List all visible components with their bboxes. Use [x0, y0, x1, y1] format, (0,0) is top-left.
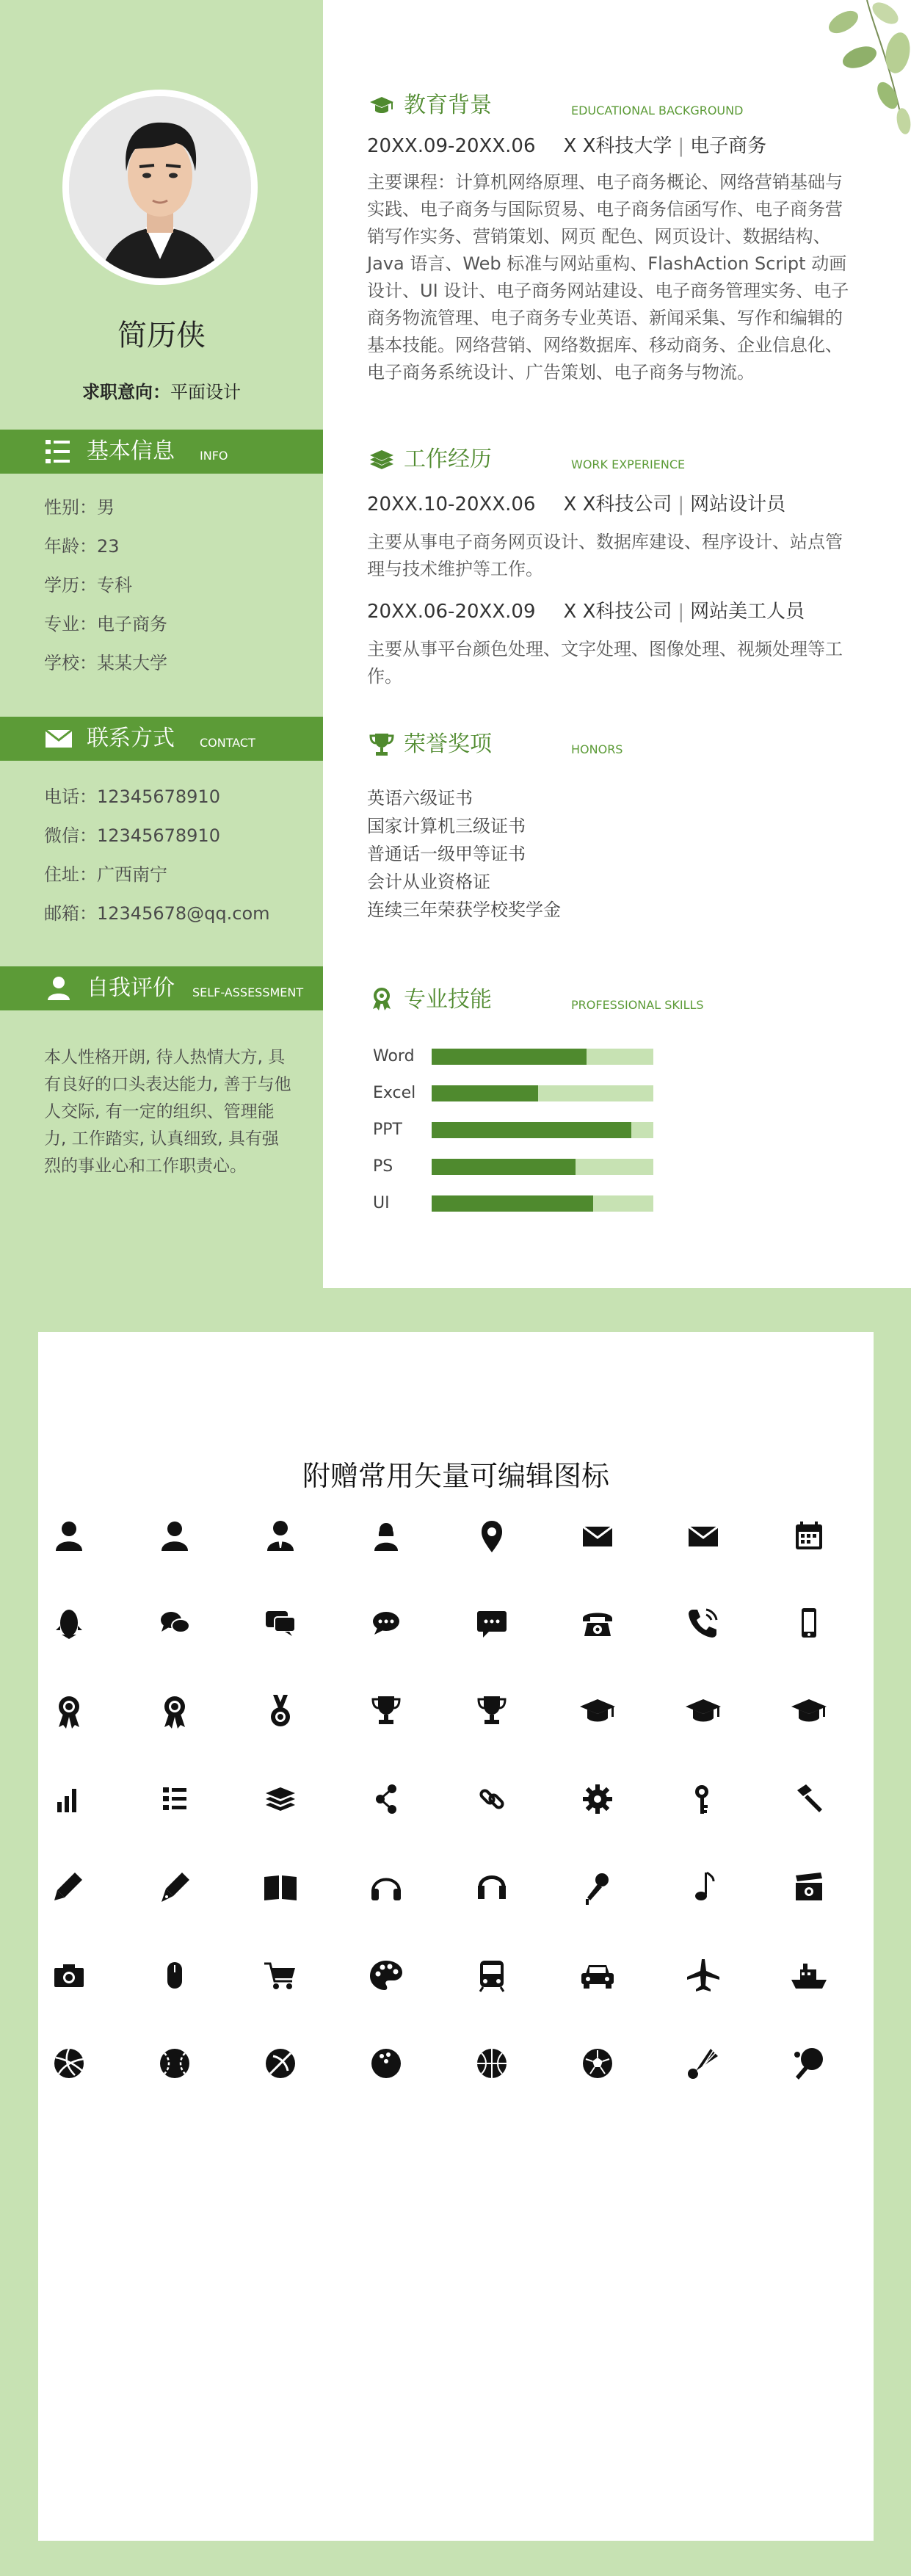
basic-info-title: 基本信息 — [87, 438, 175, 464]
skill-bar-track — [432, 1195, 653, 1212]
bowling-ball-icon — [364, 2041, 408, 2085]
honor-item: 连续三年荣获学校奖学金 — [367, 900, 561, 920]
leaf-decoration-icon — [816, 0, 911, 140]
map-pin-icon — [470, 1514, 514, 1558]
award-rosette-icon — [47, 1689, 91, 1733]
trophy-icon — [369, 731, 395, 758]
info-value: 专科 — [97, 575, 132, 596]
contact-label: 微信： — [44, 825, 97, 846]
contact-wechat — [44, 825, 220, 847]
skill-bar-track — [432, 1159, 653, 1175]
key-icon — [681, 1777, 725, 1821]
education-major: 电子商务 — [690, 135, 767, 157]
airplane-icon — [681, 1953, 725, 1997]
user-icon — [44, 975, 73, 1002]
info-gender — [44, 496, 115, 518]
list-icon — [153, 1777, 197, 1821]
skill-bar-fill — [432, 1049, 587, 1065]
soccer-ball-icon — [576, 2041, 620, 2085]
graduation-cap-icon — [681, 1689, 725, 1733]
skills-en: PROFESSIONAL SKILLS — [571, 998, 704, 1012]
info-label: 学历： — [44, 575, 97, 596]
education-school: X X科技大学 — [563, 135, 672, 157]
sidebar — [0, 0, 323, 1288]
rugby-ball-icon — [258, 2041, 302, 2085]
basic-info-header — [0, 430, 323, 474]
info-education — [44, 574, 132, 596]
qq-penguin-icon — [47, 1601, 91, 1645]
mouse-icon — [153, 1953, 197, 1997]
skill-bar-fill — [432, 1195, 593, 1212]
camera-icon — [47, 1953, 91, 1997]
calendar-icon — [787, 1514, 831, 1558]
work-entry-1: 20XX.10-20XX.06 X X科技公司 | 网站设计员 — [367, 493, 786, 515]
bar-chart-icon — [47, 1777, 91, 1821]
headset-icon — [470, 1865, 514, 1909]
graduation-cap-icon — [369, 93, 395, 119]
honor-item: 国家计算机三级证书 — [367, 816, 526, 836]
avatar-frame — [62, 90, 258, 285]
graduation-cap-icon — [787, 1689, 831, 1733]
phone-call-icon — [681, 1601, 725, 1645]
pencil-icon — [47, 1865, 91, 1909]
chat-bubbles-icon — [153, 1601, 197, 1645]
basic-info-en: INFO — [200, 449, 228, 463]
trophy-icon — [364, 1689, 408, 1733]
honors-en: HONORS — [571, 742, 623, 756]
chat-dots-square-icon — [470, 1601, 514, 1645]
work-period: 20XX.10-20XX.06 — [367, 493, 536, 515]
self-assessment-en: SELF-ASSESSMENT — [192, 985, 304, 999]
info-label: 学校： — [44, 653, 97, 673]
work-role: 网站设计员 — [690, 493, 786, 515]
palette-icon — [364, 1953, 408, 1997]
work-en: WORK EXPERIENCE — [571, 457, 686, 471]
contact-value: 12345678@qq.com — [97, 903, 270, 924]
self-assessment-text: 本人性格开朗, 待人热情大方, 具有良好的口头表达能力, 善于与他人交际, 有一定的组织、管理能力, 工作踏实, 认真细致, 具有强烈的事业心和工作职责心。 — [44, 1048, 291, 1176]
skill-bar-track — [432, 1049, 653, 1065]
contact-email — [44, 902, 270, 925]
car-icon — [576, 1953, 620, 1997]
skills-header — [369, 984, 809, 1016]
contact-label: 邮箱： — [44, 903, 97, 924]
skill-label: PS — [373, 1157, 393, 1176]
contact-address — [44, 864, 167, 886]
pen-icon — [153, 1865, 197, 1909]
honor-item: 英语六级证书 — [367, 788, 473, 808]
train-icon — [470, 1953, 514, 1997]
skill-bar-fill — [432, 1159, 576, 1175]
info-age — [44, 535, 120, 557]
icon-card — [38, 1332, 874, 2541]
gear-icon — [576, 1777, 620, 1821]
volleyball-icon — [47, 2041, 91, 2085]
contact-title: 联系方式 — [87, 726, 175, 751]
work-company: X X科技公司 — [563, 601, 672, 623]
ping-pong-icon — [787, 2041, 831, 2085]
old-phone-icon — [576, 1601, 620, 1645]
info-label: 专业： — [44, 614, 97, 634]
baseball-icon — [153, 2041, 197, 2085]
info-school — [44, 652, 167, 674]
info-value: 男 — [97, 497, 115, 518]
job-intention-label: 求职意向： — [82, 382, 170, 402]
work-entry-2: 20XX.06-20XX.09 X X科技公司 | 网站美工人员 — [367, 601, 805, 623]
graduation-cap-icon — [576, 1689, 620, 1733]
award-rosette-icon — [153, 1689, 197, 1733]
shopping-cart-icon — [258, 1953, 302, 1997]
headphones-icon — [364, 1865, 408, 1909]
education-header — [369, 90, 809, 122]
mobile-phone-icon — [787, 1601, 831, 1645]
share-icon — [364, 1777, 408, 1821]
education-title: 教育背景 — [404, 93, 492, 118]
skills-title: 专业技能 — [404, 987, 492, 1013]
basketball-icon — [470, 2041, 514, 2085]
layers-icon — [258, 1777, 302, 1821]
education-period: 20XX.09-20XX.06 — [367, 135, 536, 157]
user-icon — [47, 1514, 91, 1558]
envelope-icon — [44, 726, 73, 752]
envelope-icon — [681, 1514, 725, 1558]
contact-en: CONTACT — [200, 736, 255, 750]
skill-row — [373, 1156, 681, 1178]
chat-square-icon — [258, 1601, 302, 1645]
music-note-icon — [681, 1865, 725, 1909]
skill-row — [373, 1193, 681, 1215]
info-value: 某某大学 — [97, 653, 167, 673]
hammer-icon — [787, 1777, 831, 1821]
skill-bar-fill — [432, 1085, 538, 1101]
main-content — [323, 0, 911, 1288]
icon-page-title: 附赠常用矢量可编辑图标 — [302, 1460, 609, 1492]
list-icon — [44, 438, 73, 465]
self-assessment-header — [0, 966, 323, 1010]
honors-title: 荣誉奖项 — [404, 731, 492, 757]
info-label: 年龄： — [44, 536, 97, 557]
icon-page — [0, 1288, 911, 2576]
contact-phone — [44, 786, 220, 808]
education-en: EDUCATIONAL BACKGROUND — [571, 104, 744, 117]
education-courses: 主要课程：计算机网络原理、电子商务概论、网络营销基础与实践、电子商务与国际贸易、电子商务信函写作、电子商务营销写作实务、营销策划、网页 配色、网页设计、数据结构、Java 语言、Web 标准与网站重构、FlashAction Script 动画设计、UI 设计、电子商务网站建设、电子商务管理实务、电子商务物流管理、电子商务专业英语、新闻采集、写作和编辑的基本技能。网络营销、网络数据库、移动商务、企业信息化、电子商务系统设计、广告策划、电子商务与物流。 — [367, 172, 849, 383]
skill-label: PPT — [373, 1121, 402, 1139]
user-female-icon — [364, 1514, 408, 1558]
job-intention — [0, 377, 323, 403]
ship-icon — [787, 1953, 831, 1997]
contact-label: 电话： — [44, 786, 97, 807]
link-icon — [470, 1777, 514, 1821]
skill-row — [373, 1082, 681, 1104]
chat-dots-icon — [364, 1601, 408, 1645]
contact-header — [0, 717, 323, 761]
envelope-icon — [576, 1514, 620, 1558]
work-title: 工作经历 — [404, 446, 492, 472]
info-value: 23 — [97, 536, 120, 557]
work-company: X X科技公司 — [563, 493, 672, 515]
contact-value: 12345678910 — [97, 786, 220, 807]
skill-label: Excel — [373, 1084, 416, 1102]
education-entry: 20XX.09-20XX.06 X X科技大学 | 电子商务 — [367, 135, 767, 157]
contact-value: 广西南宁 — [97, 864, 167, 885]
work-header — [369, 444, 809, 476]
self-assessment-title: 自我评价 — [87, 975, 175, 1001]
info-major — [44, 613, 167, 635]
book-icon — [258, 1865, 302, 1909]
skill-label: Word — [373, 1047, 415, 1066]
honor-item: 会计从业资格证 — [367, 872, 490, 892]
trophy-icon — [470, 1689, 514, 1733]
work-desc-1: 主要从事电子商务网页设计、数据库建设、程序设计、站点管理与技术维护等工作。 — [367, 532, 843, 579]
user-icon — [153, 1514, 197, 1558]
layers-icon — [369, 446, 395, 473]
contact-value: 12345678910 — [97, 825, 220, 846]
skill-bar-fill — [432, 1122, 631, 1138]
skill-bar-track — [432, 1085, 653, 1101]
skill-label: UI — [373, 1194, 390, 1212]
candidate-name: 简历侠 — [117, 319, 206, 352]
skill-row — [373, 1119, 681, 1141]
clapperboard-icon — [787, 1865, 831, 1909]
work-role: 网站美工人员 — [690, 601, 805, 623]
info-value: 电子商务 — [97, 614, 167, 634]
medal-icon — [258, 1689, 302, 1733]
skill-bar-track — [432, 1122, 653, 1138]
honors-header — [369, 728, 809, 761]
avatar — [69, 96, 251, 278]
info-label: 性别： — [44, 497, 97, 518]
shuttlecock-icon — [681, 2041, 725, 2085]
honor-item: 普通话一级甲等证书 — [367, 844, 526, 864]
skill-row — [373, 1046, 681, 1068]
work-period: 20XX.06-20XX.09 — [367, 601, 536, 623]
job-intention-value: 平面设计 — [170, 382, 241, 402]
work-desc-2: 主要从事平台颜色处理、文字处理、图像处理、视频处理等工作。 — [367, 639, 843, 687]
microphone-icon — [576, 1865, 620, 1909]
contact-label: 住址： — [44, 864, 97, 885]
award-rosette-icon — [369, 987, 395, 1013]
user-tie-icon — [258, 1514, 302, 1558]
